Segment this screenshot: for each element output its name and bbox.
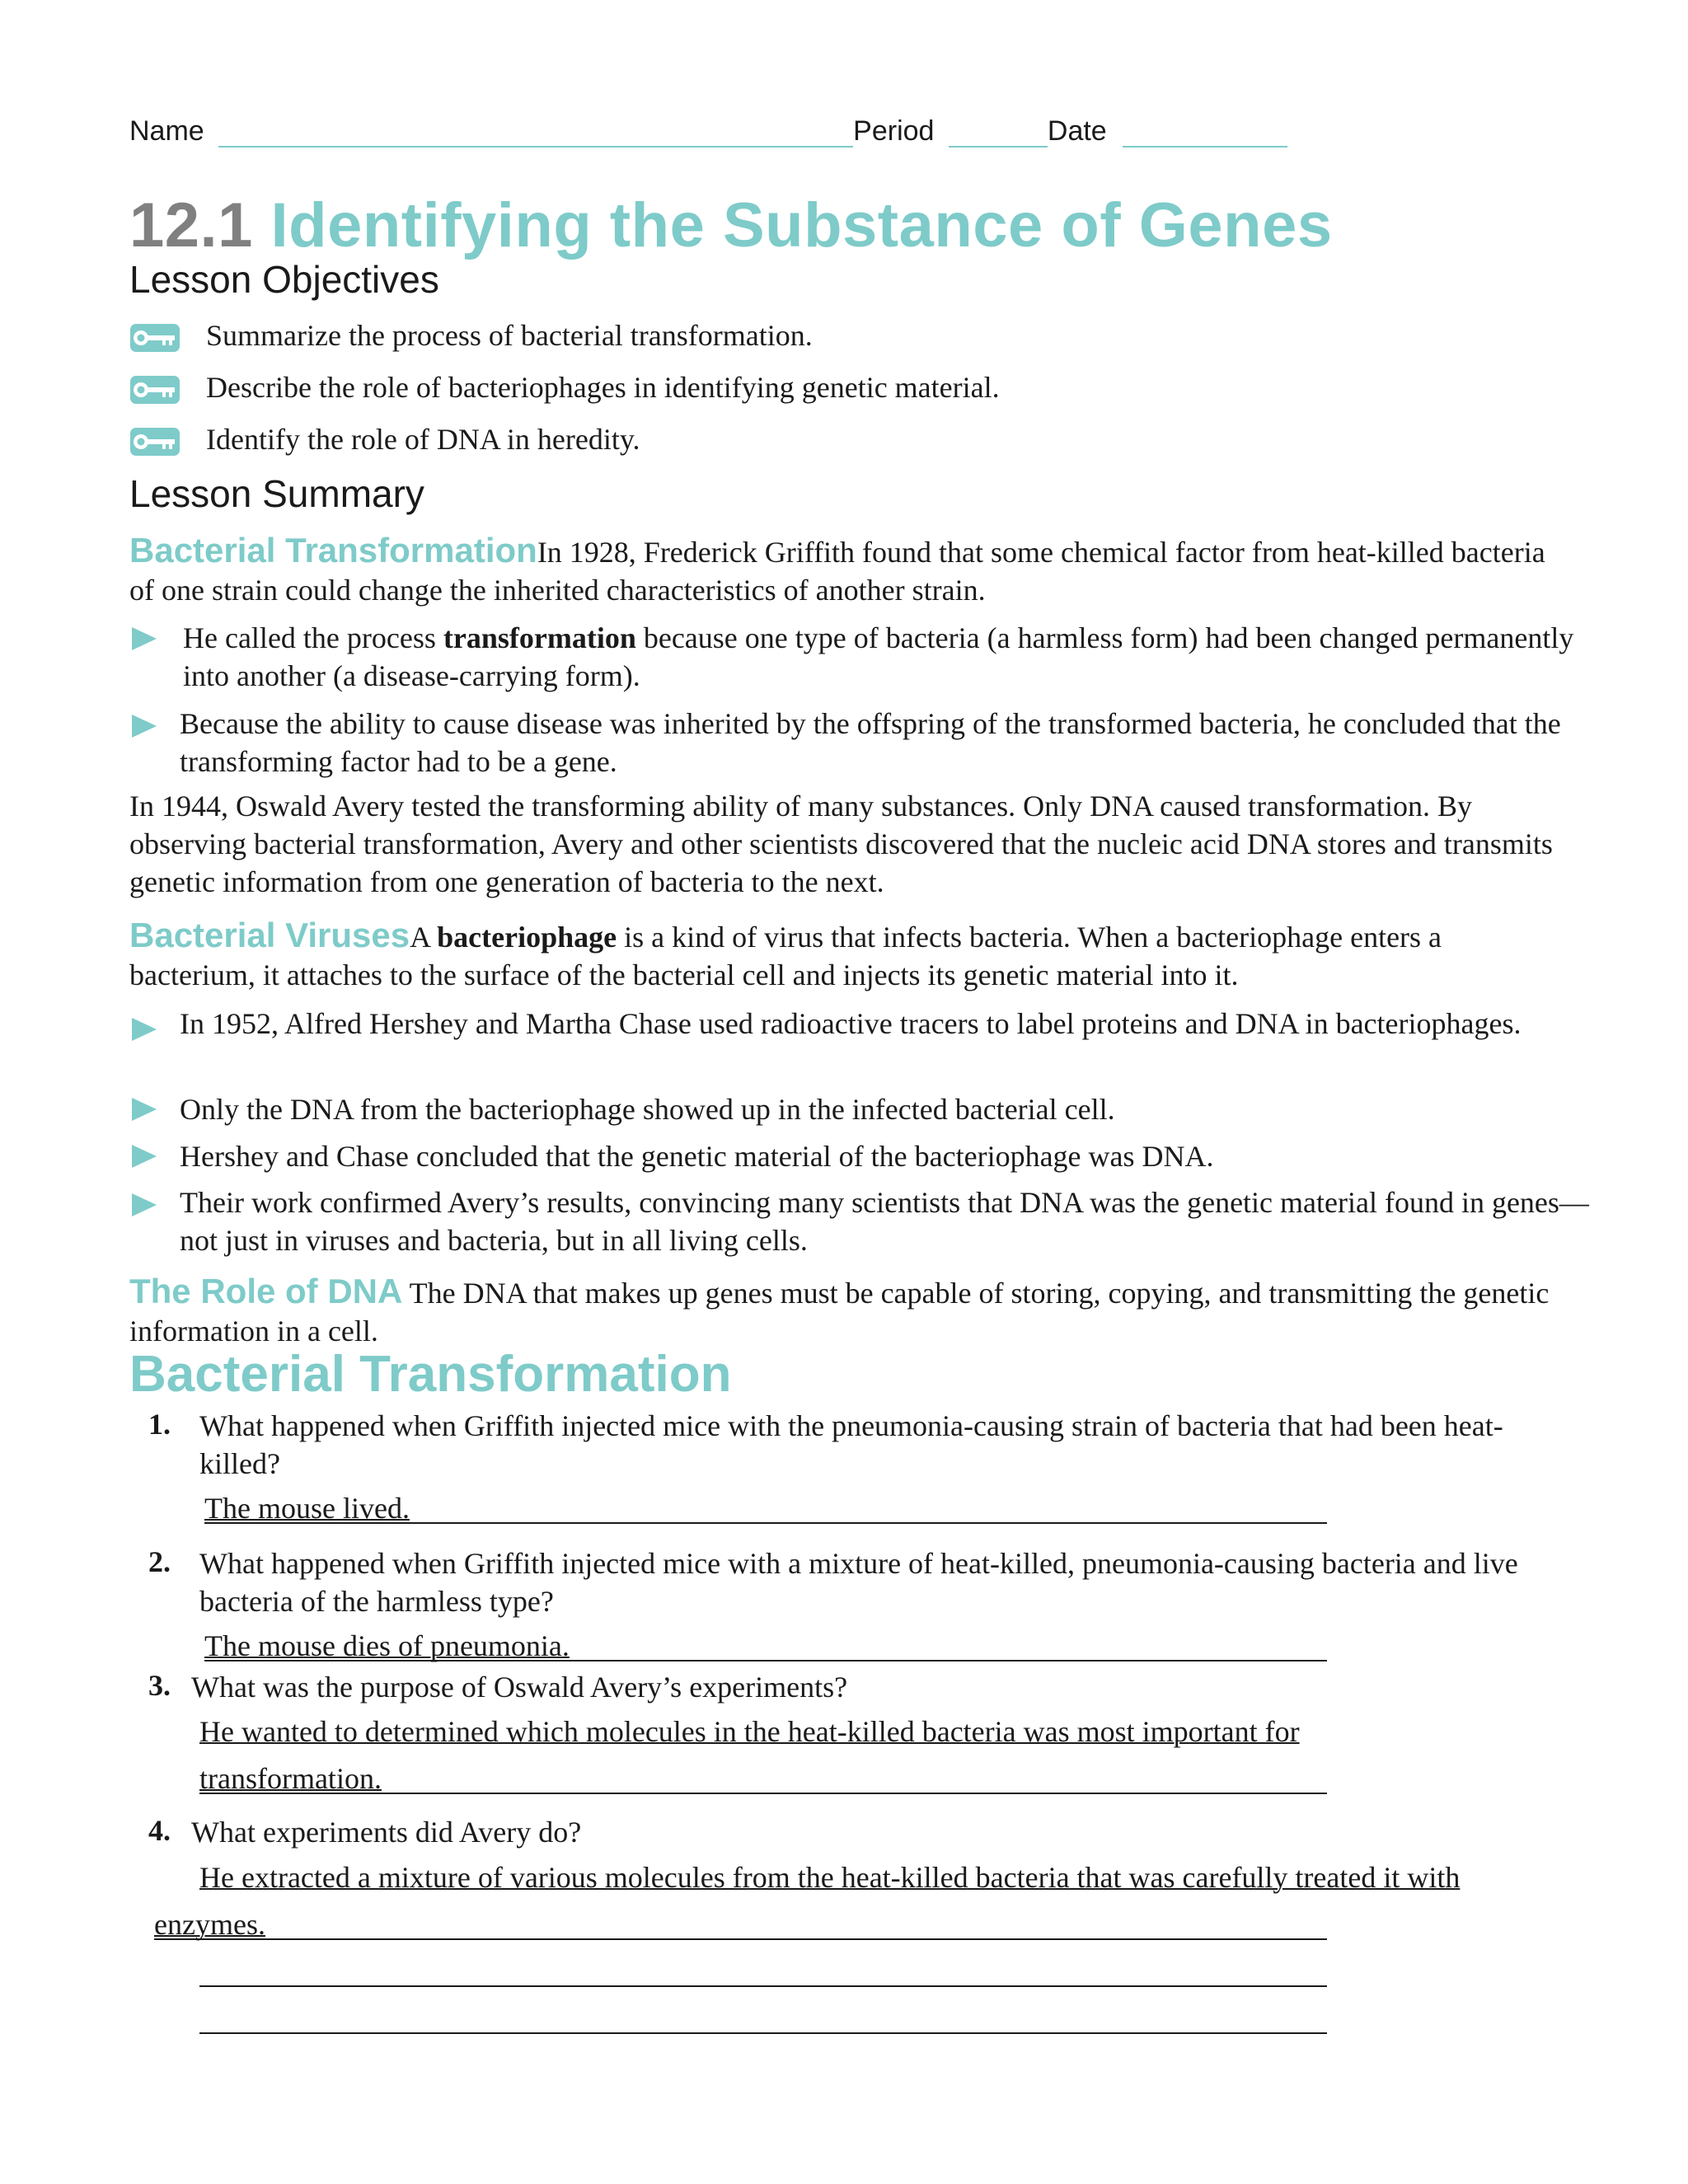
objective-text: Summarize the process of bacterial transformation.: [206, 319, 813, 352]
question-text: What experiments did Avery do?: [191, 1816, 582, 1849]
key-icon: [129, 427, 181, 457]
bullet-text: Only the DNA from the bacteriophage showed up in the infected bacterial cell.: [180, 1093, 1115, 1126]
triangle-bullet-icon: [132, 1018, 157, 1041]
bullet-text: In 1952, Alfred Hershey and Martha Chase used radioactive tracers to label proteins and DNA in bacteriophages.: [180, 1007, 1522, 1040]
bold-term: transformation: [443, 621, 636, 654]
triangle-bullet-icon: [132, 715, 157, 738]
key-icon: [129, 375, 181, 405]
period-field[interactable]: [949, 118, 1048, 148]
lesson-number: 12.1: [129, 190, 253, 260]
triangle-bullet-icon: [132, 1193, 157, 1216]
header-fields: [129, 115, 1287, 148]
triangle-bullet-icon: [132, 627, 157, 650]
transformation-subhead: Bacterial Transformation: [129, 531, 537, 569]
answer-line[interactable]: [154, 1938, 1327, 1940]
objective-text: Identify the role of DNA in heredity.: [206, 423, 640, 456]
answer-line[interactable]: [204, 1660, 1327, 1661]
summary-heading: Lesson Summary: [129, 472, 424, 515]
period-label: Period: [853, 115, 935, 147]
questions-heading: Bacterial Transformation: [129, 1346, 732, 1403]
bullet-text-part: because one type of bacteria (a harmless form) had been changed permanently into another (a disease-carrying form).: [183, 621, 1574, 692]
question-text: What happened when Griffith injected mice with a mixture of heat-killed, pneumonia-causing bacteria and live bacteria of the harmless type?: [199, 1547, 1518, 1618]
page-title: [129, 190, 1333, 261]
name-label: Name: [129, 115, 204, 147]
transformation-intro-text: In 1928, Frederick Griffith found that some chemical factor from heat-killed bacteria of one strain could change the inherited characteristics of another strain.: [129, 536, 1545, 607]
triangle-bullet-icon: [132, 1098, 157, 1121]
question-text: What was the purpose of Oswald Avery’s experiments?: [191, 1671, 848, 1704]
triangle-bullet-icon: [132, 1145, 157, 1168]
answer-line[interactable]: [199, 2032, 1327, 2034]
answer-line[interactable]: [204, 1522, 1327, 1524]
viruses-intro: [129, 916, 1564, 994]
bullet-text-part: He called the process: [183, 621, 443, 654]
name-field[interactable]: [218, 118, 853, 148]
bullet-text: Because the ability to cause disease was inherited by the offspring of the transformed bacteria, he concluded that the transforming factor had to be a gene.: [180, 707, 1561, 778]
answer-text[interactable]: He extracted a mixture of various molecules from the heat-killed bacteria that was carefully treated it with: [199, 1861, 1461, 1894]
bullet-text: [183, 619, 1584, 695]
answer-line[interactable]: [199, 1985, 1327, 1987]
answer-text[interactable]: He wanted to determined which molecules in the heat-killed bacteria was most important for: [199, 1715, 1300, 1748]
answer-text[interactable]: The mouse dies of pneumonia.: [204, 1629, 570, 1662]
viruses-intro-text: is a kind of virus that infects bacteria. When a bacteriophage enters a bacterium, it attaches to the surface of the bacterial cell and injects its genetic material into it.: [129, 921, 1442, 991]
bold-term: bacteriophage: [437, 921, 617, 954]
question-number: 4.: [148, 1814, 171, 1847]
key-icon: [129, 323, 181, 353]
bullet-text: Their work confirmed Avery’s results, convincing many scientists that DNA was the genetic material found in genes—not just in viruses and bacteria, but in all living cells.: [180, 1186, 1589, 1257]
objective-text: Describe the role of bacteriophages in identifying genetic material.: [206, 371, 1000, 404]
question-text: What happened when Griffith injected mice with the pneumonia-causing strain of bacteria that had been heat-killed?: [199, 1409, 1503, 1480]
role-text: The DNA that makes up genes must be capable of storing, copying, and transmitting the genetic information in a cell.: [129, 1277, 1550, 1347]
date-field[interactable]: [1123, 118, 1287, 148]
lesson-title: Identifying the Substance of Genes: [270, 190, 1333, 260]
answer-line[interactable]: [199, 1793, 1327, 1794]
role-subhead: The Role of DNA: [129, 1272, 403, 1310]
viruses-subhead: Bacterial Viruses: [129, 916, 410, 954]
question-number: 2.: [148, 1545, 171, 1578]
viruses-intro-text: A: [410, 921, 438, 954]
answer-text[interactable]: enzymes.: [154, 1908, 265, 1941]
question-number: 3.: [148, 1669, 171, 1702]
question-number: 1.: [148, 1408, 171, 1441]
objectives-heading: Lesson Objectives: [129, 258, 439, 301]
role-of-dna-paragraph: [129, 1272, 1564, 1350]
date-label: Date: [1047, 115, 1107, 147]
answer-text[interactable]: transformation.: [199, 1762, 382, 1795]
bullet-text: Hershey and Chase concluded that the genetic material of the bacteriophage was DNA.: [180, 1140, 1214, 1173]
transformation-intro: [129, 532, 1564, 609]
avery-paragraph: In 1944, Oswald Avery tested the transforming ability of many substances. Only DNA caused transformation. By observing bacterial transformation, Avery and other scientists discovered that the nucleic acid DNA stores and transmits genetic information from one generation of bacteria to the next.: [129, 790, 1553, 898]
answer-text[interactable]: The mouse lived.: [204, 1492, 410, 1525]
